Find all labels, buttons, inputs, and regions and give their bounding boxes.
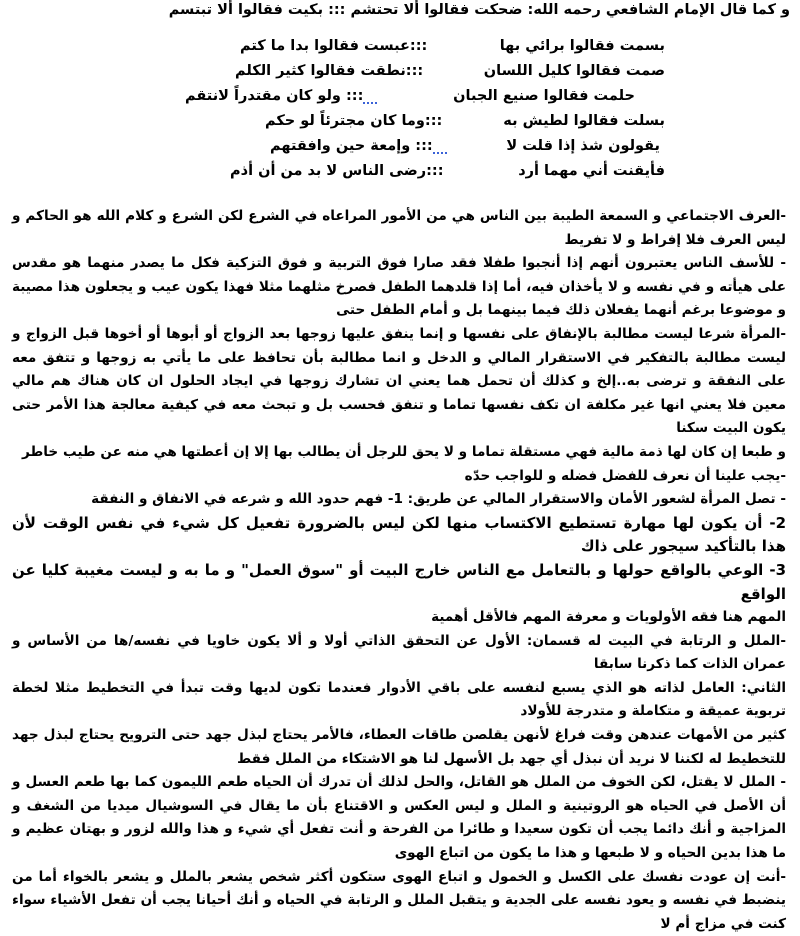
verse-first-half: بسمت فقالوا برائي بها (499, 38, 665, 54)
paragraph: و طبعا إن كان لها ذمة مالية فهي مستقلة تماما و لا يحق للرجل أن يطالب بها إلا إن أعطتها هي منه عن طيب خاطر (22, 443, 786, 460)
verse-first-half: صمت فقالوا كليل اللسان (483, 63, 665, 79)
verse-first-half: فأيقنت أني مهما أرد (518, 163, 665, 179)
paragraph: - للأسف الناس يعتبرون أنهم إذا أنجبوا طفلا فقد صارا فوق التربية و فوق التزكية فكل ما يصدر منهما هو مقدس على هيأته و في نفسه و لا يأخذان فيه، أما إذا قلدهما الطفل فصرخ مثلهما مثلا فهذا يكون عيب و يجعلون هذا مصيبة و موضوعا برغم أنهما يفعلان ذلك فيما بينهما بل و أمام الطفل حتى (12, 255, 786, 319)
paragraph: -يجب علينا أن نعرف للفضل فضله و للواجب حدّه (464, 467, 786, 484)
verse-second-half: ::: ولو كان مقتدراً لانتقم (185, 88, 364, 104)
intro-line: و كما قال الإمام الشافعي رحمه الله: ضحكت فقالوا ألا تحتشم ::: بكيت فقالوا ألا تبتسم (168, 2, 790, 18)
paragraph: -العرف الاجتماعي و السمعة الطيبة بين الناس هي من الأمور المراعاه في الشرع لكن الشرع و كلام الله هو الحاكم و ليس العرف فلا إفراط و لا تفريط (12, 208, 786, 248)
paragraph: -المرأة شرعا ليست مطالبة بالإنفاق على نفسها و إنما ينفق عليها زوجها بعد الزواج أو أبوها أو أخوها قبل الزواج و ليست مطالبة بالتفكير في الاستقرار المالي و الدخل و انما مطالبة بأن تحافظ على ما يأتي به زوجها و تتفق معه على النفقة و ترضى به..إلخ و كذلك أن تحمل هما يعني ان تشارك زوجها في ايجاد الحلول ان كان هناك هم مالي معين فلا يعني انها غير مكلفة ان تكف نفسها تماما و تنفق فحسب بل و تبحث معه في كيفية معالجة هذا الأمر حتى يكون البيت سكنا (12, 325, 786, 437)
verse-second-half: :::نطقت فقالوا كثير الكلم (235, 63, 424, 79)
spellcheck-underline (363, 96, 377, 104)
paragraph: الثاني: العامل لذاته هو الذي يسبع لنفسه على باقي الأدوار فعندما تكون لديها وقت تبدأ في التخطيط مثلا لخطة تربوية عميقة و متكاملة و متدرجة للأولاد (12, 679, 786, 720)
verse-second-half: :::رضى الناس لا بد من أن أذم (230, 163, 444, 179)
spellcheck-underline (433, 146, 447, 154)
verse-first-half: حلمت فقالوا صنيع الجبان (453, 88, 635, 104)
verse-second-half: ::: وإمعة حين وافقتهم (270, 138, 433, 154)
paragraph: المهم هنا فقه الأولويات و معرفة المهم فالأقل أهمية (431, 609, 786, 626)
paragraph: -أنت إن عودت نفسك على الكسل و الخمول و اتباع الهوى ستكون أكثر شخص يشعر بالملل و يشعر بالخواء أما من ينضبط في نفسه و يعود نفسه على الجدية و يتقبل الملل و الرتابة في الحياه و أنك أحيانا يجب أن تفعل الأشياء سواء كنت في مزاج أم لا (12, 868, 786, 932)
verse-second-half: :::وما كان مجترئاً لو حكم (265, 113, 443, 129)
paragraph: -الملل و الرتابة في البيت له قسمان: الأول عن التحقق الذاتي أولا و ألا يكون خاويا في نفسه/ها من الأساس و عمران الذات كما ذكرنا سابقا (12, 632, 786, 673)
article-body (12, 205, 786, 936)
paragraph: - الملل لا يقتل، لكن الخوف من الملل هو القاتل، والحل لذلك أن تدرك أن الحياه طعم الليمون كما بها طعم العسل و أن الأصل في الحياه هو الروتينية و الملل و ليس العكس و الاقتناع بأن ما يقال في السوشيال ميديا من الشغف و المزاجية و أنك دائما يجب أن تكون سعيدا و طائرا من الفرحة و أنت تفعل أي شيء و هذا والله لزور و بهتان عظيم و ما هذا بدين الحياه و لا طبعها و هذا ما يكون من اتباع الهوى (12, 774, 786, 862)
verse-second-half: :::عبست فقالوا بدا ما كتم (240, 38, 428, 54)
paragraph: كثير من الأمهات عندهن وقت فراغ لأنهن يقلصن طاقات العطاء، فالأمر يحتاج لبذل جهد حتى الترويح يحتاج لبذل جهد للتخطيط له لكننا لا نريد أن نبذل أي جهد بل الأسهل لنا هو الاشتكاء من الملل فقط (12, 727, 786, 767)
verse-first-half: بسلت فقالوا لطيش به (503, 113, 665, 129)
paragraph: - تصل المرأة لشعور الأمان والاستقرار المالي عن طريق: 1- فهم حدود الله و شرعه في الانفاق و النفقة (91, 491, 786, 508)
verse-first-half: يقولون شذ إذا قلت لا (506, 138, 660, 154)
paragraph: 2- أن يكون لها مهارة تستطيع الاكتساب منها لكن ليس بالضرورة تفعيل كل شيء في نفس الوقت لأن هذا بالتأكيد سيجور على ذاك (12, 513, 786, 556)
paragraph: 3- الوعي بالواقع حولها و بالتعامل مع الناس خارج البيت أو "سوق العمل" و ما به و ليست مغيبة كليا عن الواقع (12, 560, 786, 603)
